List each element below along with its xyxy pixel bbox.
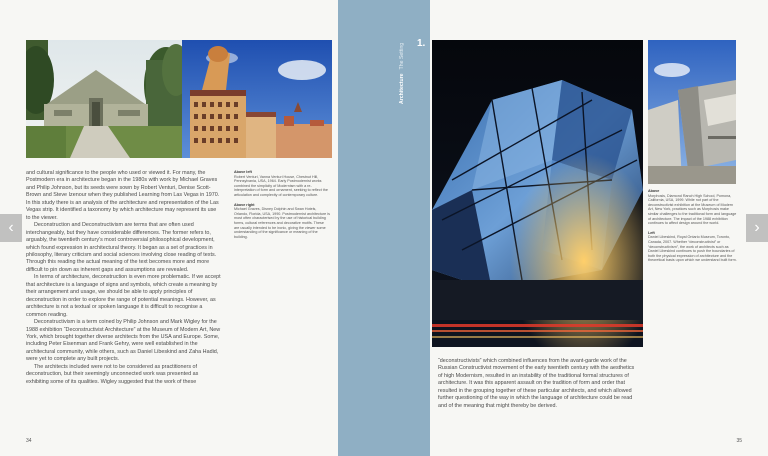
right-captions bbox=[648, 189, 738, 263]
next-page-button[interactable] bbox=[746, 214, 768, 242]
caption-text-above-right: Michael Graves, Disney Dolphin and Swan Hotels, Orlando, Florida, USA, 1990. Postmodernist architecture is most often characterised by the use of historical building forms, cultural references and decorative motifs. These are usually intended to be ironic, giving the viewer some understanding of the significance or meaning of the building. bbox=[234, 207, 330, 239]
left-paragraph-2: Deconstruction and Deconstructivism are terms that are often used interchangeably, but they have considerable differences. The former refers to, arguably, the twentieth century’s most controversial philosophical development, which found expression in architectural theory. It began as a set of practices in philosophy, literary criticism and social sciences involving close reading of texts. Through this reading the actual meaning of the text becomes more and more difficult to pin down as inherent gaps and assumptions are revealed. bbox=[26, 222, 217, 273]
left-page bbox=[0, 0, 338, 456]
right-paragraph-1: “deconstructivists” which combined influences from the avant-garde work of the Russian Constructivist movement of the early twentieth century with the aesthetics of high Modernism, resulted in an instability of the traditional formal structures of architecture. It was this apparent assault on the tradition of form and order that resulted in the grouping together of these particular architects, and which allowed further questioning of the way in which the language of architecture could be read and of the meaning that might thereby be derived. bbox=[438, 358, 635, 409]
chapter-running-head bbox=[399, 43, 405, 104]
chevron-right-icon: › bbox=[754, 219, 760, 236]
caption-heading-above-right: Above right bbox=[234, 202, 255, 207]
section-title: The Setting bbox=[399, 42, 405, 70]
caption-heading-left: Left bbox=[648, 230, 655, 235]
caption-text-left: Daniel Libeskind, Royal Ontario Museum, Toronto, Canada, 2007. Whether “deconstructivist” or “deconstructivism”, the work of architects such as Daniel Libeskind continues to push the boundaries of both the physical expression of architecture and the theoretical basis upon which we understand built form. bbox=[648, 235, 737, 263]
chevron-left-icon: ‹ bbox=[8, 219, 14, 236]
photo-royal-ontario-museum bbox=[432, 40, 643, 347]
photo-diamond-ranch-high-school bbox=[648, 40, 736, 184]
right-page-number: 35 bbox=[736, 438, 742, 444]
caption-text-above-left: Robert Venturi, Vanna Venturi House, Chestnut Hill, Pennsylvania, USA, 1964. Early Postmodernist works combined the simplicity of Modernism with a re-interpretation of form and ornament, seeking to reflect the articulation and complexity of contemporary culture. bbox=[234, 174, 328, 197]
caption-heading-above-left: Above left bbox=[234, 170, 252, 174]
left-paragraph-3: In terms of architecture, deconstruction is even more problematic. If we accept that architecture is a language of signs and symbols, which create a meaning by their arrangement and usage, we should be able to apply principles of deconstruction in order to explore the range of potential meanings. However, as architecture is not a textual or spoken language it is difficult to recognise a common reading. bbox=[26, 274, 221, 318]
left-captions bbox=[234, 170, 330, 239]
left-body-text bbox=[26, 170, 222, 386]
previous-page-button[interactable] bbox=[0, 214, 22, 242]
chapter-number: 1. bbox=[417, 38, 426, 49]
caption-text-above: Morphosis, Diamond Ranch High School, Pomona, California, USA, 1999. While not part of the deconstructivist exhibition at the Museum of Modern Art, New York, practices such as Morphosis make similar challenges to the traditional form and language of architecture. The impact of the 1988 exhibition continues to affect design around the world. bbox=[648, 193, 737, 226]
chapter-band bbox=[338, 0, 430, 456]
caption-heading-above: Above bbox=[648, 189, 660, 193]
left-paragraph-4: Deconstructivism is a term coined by Philip Johnson and Mark Wigley for the 1988 exhibition “Deconstructivist Architecture” at the Museum of Modern Art, New York, which brought together diverse architects from the USA and Europe. Some, including Peter Eisenman and Frank Gehry, were well established in the architectural community, while others, such as Daniel Libeskind and Zaha Hadid, were yet to complete any built projects. bbox=[26, 319, 221, 363]
left-paragraph-1: and cultural significance to the people who used or viewed it. For many, the Postmodern era in architecture began in the 1980s with work by Michael Graves and Philip Johnson, but its seeds were sown by Robert Venturi, Denise Scott-Brown and Steve Izenour when they published Learning from Las Vegas in 1970. In this study there is an analysis of the architecture and representation of the Las Vegas strip. It identified a taxonomy by which architecture may represent its use to the viewer. bbox=[26, 170, 220, 221]
photo-disney-dolphin-hotel bbox=[182, 40, 332, 158]
left-page-number: 34 bbox=[26, 438, 32, 444]
chapter-title: Architecture bbox=[399, 73, 405, 104]
right-page bbox=[430, 0, 768, 456]
left-paragraph-5: The architects included were not to be considered as practitioners of deconstruction, but their seemingly unconnected work was presented as exhibiting some of its qualities. Wigley suggested that the work of these bbox=[26, 363, 199, 385]
right-body-text bbox=[438, 358, 638, 410]
photo-venturi-house bbox=[26, 40, 182, 158]
